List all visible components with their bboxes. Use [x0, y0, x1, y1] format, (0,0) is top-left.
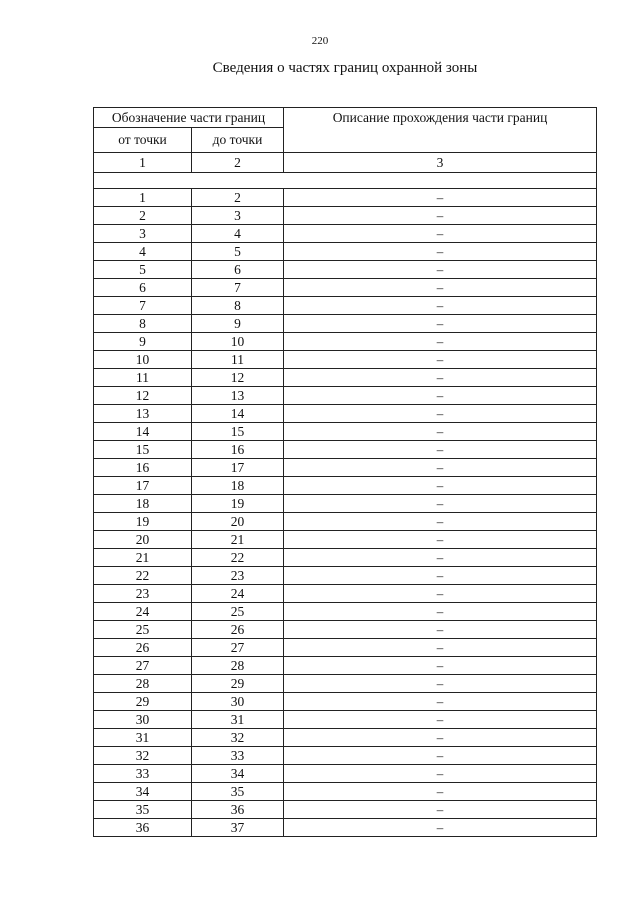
spacer-row — [94, 173, 597, 189]
description-cell: – — [284, 765, 597, 783]
table-row — [94, 261, 597, 279]
point-from-cell: 11 — [94, 369, 192, 387]
point-from-cell: 21 — [94, 549, 192, 567]
header-group: Обозначение части границ — [94, 108, 284, 128]
point-to-cell: 9 — [192, 315, 284, 333]
table-row — [94, 549, 597, 567]
point-to-cell: 23 — [192, 567, 284, 585]
point-from-cell: 20 — [94, 531, 192, 549]
table-row — [94, 765, 597, 783]
point-to-cell: 30 — [192, 693, 284, 711]
description-cell: – — [284, 423, 597, 441]
point-to-cell: 24 — [192, 585, 284, 603]
description-cell: – — [284, 495, 597, 513]
point-from-cell: 14 — [94, 423, 192, 441]
description-cell: – — [284, 783, 597, 801]
point-to-cell: 36 — [192, 801, 284, 819]
table-row — [94, 387, 597, 405]
description-cell: – — [284, 477, 597, 495]
header-to: до точки — [192, 128, 284, 153]
point-from-cell: 3 — [94, 225, 192, 243]
table-row — [94, 225, 597, 243]
point-to-cell: 8 — [192, 297, 284, 315]
description-cell: – — [284, 441, 597, 459]
point-to-cell: 22 — [192, 549, 284, 567]
column-number: 3 — [284, 153, 597, 173]
point-to-cell: 13 — [192, 387, 284, 405]
table-row — [94, 747, 597, 765]
point-from-cell: 35 — [94, 801, 192, 819]
description-cell: – — [284, 225, 597, 243]
table-row — [94, 279, 597, 297]
description-cell: – — [284, 675, 597, 693]
description-cell: – — [284, 369, 597, 387]
description-cell: – — [284, 387, 597, 405]
table-row — [94, 693, 597, 711]
table-row — [94, 639, 597, 657]
point-from-cell: 32 — [94, 747, 192, 765]
point-to-cell: 28 — [192, 657, 284, 675]
table-row — [94, 531, 597, 549]
table-row — [94, 459, 597, 477]
column-number: 1 — [94, 153, 192, 173]
point-to-cell: 35 — [192, 783, 284, 801]
description-cell: – — [284, 189, 597, 207]
description-cell: – — [284, 279, 597, 297]
table-row — [94, 603, 597, 621]
point-to-cell: 18 — [192, 477, 284, 495]
table-row — [94, 297, 597, 315]
table-row — [94, 207, 597, 225]
point-from-cell: 26 — [94, 639, 192, 657]
table-row — [94, 621, 597, 639]
point-to-cell: 34 — [192, 765, 284, 783]
point-to-cell: 37 — [192, 819, 284, 837]
table-row — [94, 801, 597, 819]
point-from-cell: 27 — [94, 657, 192, 675]
point-to-cell: 3 — [192, 207, 284, 225]
description-cell: – — [284, 747, 597, 765]
description-cell: – — [284, 297, 597, 315]
table-row — [94, 783, 597, 801]
point-to-cell: 19 — [192, 495, 284, 513]
point-from-cell: 31 — [94, 729, 192, 747]
point-to-cell: 14 — [192, 405, 284, 423]
point-from-cell: 34 — [94, 783, 192, 801]
table-row — [94, 243, 597, 261]
description-cell: – — [284, 405, 597, 423]
table-row — [94, 423, 597, 441]
point-to-cell: 21 — [192, 531, 284, 549]
table-row — [94, 819, 597, 837]
point-from-cell: 9 — [94, 333, 192, 351]
point-from-cell: 7 — [94, 297, 192, 315]
point-from-cell: 18 — [94, 495, 192, 513]
description-cell: – — [284, 639, 597, 657]
point-to-cell: 17 — [192, 459, 284, 477]
description-cell: – — [284, 567, 597, 585]
table-row — [94, 729, 597, 747]
page-title: Сведения о частях границ охранной зоны — [212, 60, 478, 76]
description-cell: – — [284, 531, 597, 549]
description-cell: – — [284, 603, 597, 621]
description-cell: – — [284, 711, 597, 729]
table-row — [94, 369, 597, 387]
page-number: 220 — [311, 35, 329, 47]
description-cell: – — [284, 621, 597, 639]
point-from-cell: 16 — [94, 459, 192, 477]
table-row — [94, 711, 597, 729]
description-cell: – — [284, 513, 597, 531]
point-to-cell: 26 — [192, 621, 284, 639]
point-from-cell: 6 — [94, 279, 192, 297]
description-cell: – — [284, 333, 597, 351]
point-from-cell: 25 — [94, 621, 192, 639]
boundary-table — [93, 107, 597, 837]
description-cell: – — [284, 261, 597, 279]
table-row — [94, 477, 597, 495]
point-to-cell: 32 — [192, 729, 284, 747]
point-to-cell: 29 — [192, 675, 284, 693]
point-from-cell: 17 — [94, 477, 192, 495]
point-to-cell: 12 — [192, 369, 284, 387]
point-from-cell: 12 — [94, 387, 192, 405]
description-cell: – — [284, 657, 597, 675]
table-row — [94, 189, 597, 207]
table-row — [94, 585, 597, 603]
header-description: Описание прохождения части границ — [284, 108, 597, 153]
description-cell: – — [284, 351, 597, 369]
description-cell: – — [284, 585, 597, 603]
description-cell: – — [284, 693, 597, 711]
point-from-cell: 24 — [94, 603, 192, 621]
point-from-cell: 28 — [94, 675, 192, 693]
point-to-cell: 20 — [192, 513, 284, 531]
description-cell: – — [284, 459, 597, 477]
column-number: 2 — [192, 153, 284, 173]
point-to-cell: 5 — [192, 243, 284, 261]
point-from-cell: 13 — [94, 405, 192, 423]
description-cell: – — [284, 819, 597, 837]
point-to-cell: 4 — [192, 225, 284, 243]
description-cell: – — [284, 729, 597, 747]
table-row — [94, 675, 597, 693]
description-cell: – — [284, 315, 597, 333]
point-from-cell: 30 — [94, 711, 192, 729]
point-to-cell: 25 — [192, 603, 284, 621]
point-from-cell: 15 — [94, 441, 192, 459]
point-to-cell: 11 — [192, 351, 284, 369]
point-to-cell: 10 — [192, 333, 284, 351]
description-cell: – — [284, 801, 597, 819]
point-from-cell: 29 — [94, 693, 192, 711]
table-row — [94, 567, 597, 585]
point-from-cell: 2 — [94, 207, 192, 225]
header-from: от точки — [94, 128, 192, 153]
table-row — [94, 333, 597, 351]
point-to-cell: 15 — [192, 423, 284, 441]
table-row — [94, 495, 597, 513]
point-from-cell: 8 — [94, 315, 192, 333]
point-to-cell: 33 — [192, 747, 284, 765]
table-body — [94, 189, 597, 837]
table-row — [94, 657, 597, 675]
point-to-cell: 7 — [192, 279, 284, 297]
table-row — [94, 441, 597, 459]
point-from-cell: 22 — [94, 567, 192, 585]
point-from-cell: 1 — [94, 189, 192, 207]
point-from-cell: 4 — [94, 243, 192, 261]
table-row — [94, 513, 597, 531]
description-cell: – — [284, 243, 597, 261]
table-row — [94, 405, 597, 423]
description-cell: – — [284, 207, 597, 225]
table-row — [94, 315, 597, 333]
point-from-cell: 10 — [94, 351, 192, 369]
point-from-cell: 36 — [94, 819, 192, 837]
point-from-cell: 23 — [94, 585, 192, 603]
description-cell: – — [284, 549, 597, 567]
point-from-cell: 33 — [94, 765, 192, 783]
point-to-cell: 2 — [192, 189, 284, 207]
point-to-cell: 6 — [192, 261, 284, 279]
point-from-cell: 19 — [94, 513, 192, 531]
point-from-cell: 5 — [94, 261, 192, 279]
table-row — [94, 351, 597, 369]
point-to-cell: 16 — [192, 441, 284, 459]
point-to-cell: 27 — [192, 639, 284, 657]
point-to-cell: 31 — [192, 711, 284, 729]
